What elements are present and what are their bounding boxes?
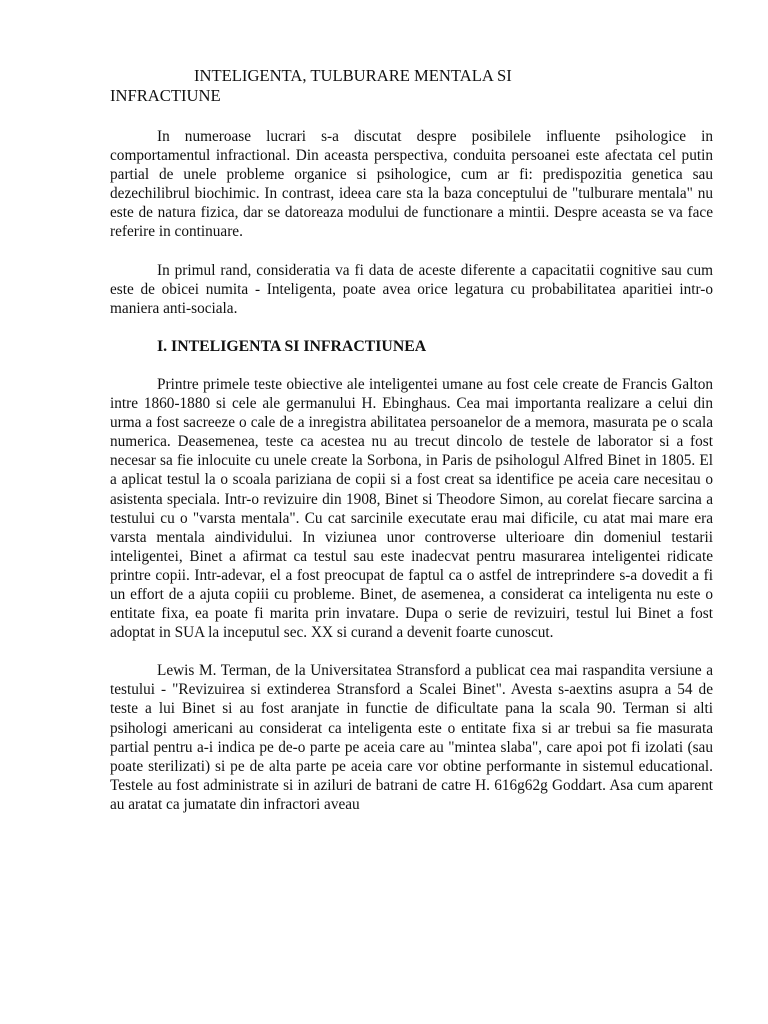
intro-paragraph-1: In numeroase lucrari s-a discutat despre posibilele influente psihologice in comportamentul infractional. Din aceasta perspectiva, conduita persoanei este afectata cel putin partial de unele probleme organice si psihologice, cum ar fi: predispozitia genetica sau dezechilibrul biochimic. In contrast, ideea care sta la baza conceptului de "tulburare mentala" nu este de natura fizica, dar se datoreaza modului de functionare a mintii. Despre aceasta se va face referire in continuare. — [110, 128, 713, 241]
document-title — [110, 66, 713, 106]
title-line-1: INTELIGENTA, TULBURARE MENTALA SI — [194, 66, 512, 85]
title-line-2: INFRACTIUNE — [110, 86, 221, 105]
section-paragraph-1: Printre primele teste obiective ale inteligentei umane au fost cele create de Francis Galton intre 1860-1880 si cele ale germanului H. Ebinghaus. Cea mai importanta realizare a celui din urma a fost sacreeze o cale de a inregistra abilitatea persoanelor de a memora, masurata pe o scala numerica. Deasemenea, teste ca acestea nu au trecut dincolo de testele de laborator si a fost necesar sa fie inlocuite cu unele create la Sorbona, in Paris de psihologul Alfred Binet in 1805. El a aplicat testul la o scoala pariziana de copii si a fost creat sa identifice pe aceia care necesitau o asistenta speciala. Intr-o revizuire din 1908, Binet si Theodore Simon, au corelat fiecare sarcina a testului cu o "varsta mentala". Cu cat sarcinile executate erau mai dificile, cu atat mai mare era varsta mentala aindividului. In viziunea unor controverse ulterioare din domeniul testarii inteligentei, Binet a afirmat ca testul sau este inadecvat pentru masurarea inteligentei ridicate printre copii. Intr-adevar, el a fost preocupat de faptul ca o astfel de intreprindere s-a dovedit a fi un effort de a ajuta copiii cu probleme. Binet, de asemenea, a considerat ca inteligenta nu este o entitate fixa, ea poate fi marita prin invatare. Dupa o serie de revizuiri, testul lui Binet a fost adoptat in SUA la inceputul sec. XX si curand a devenit foarte cunoscut. — [110, 375, 713, 642]
document-page — [110, 66, 713, 833]
section-heading: I. INTELIGENTA SI INFRACTIUNEA — [157, 337, 427, 355]
intro-paragraph-2: In primul rand, consideratia va fi data de aceste diferente a capacitatii cognitive sau cum este de obicei numita - Inteligenta, poate avea orice legatura cu probabilitatea aparitiei intr-o maniera anti-sociala. — [110, 261, 713, 317]
section-paragraph-2: Lewis M. Terman, de la Universitatea Stransford a publicat cea mai raspandita versiune a testului - "Revizuirea si extinderea Stransford a Scalei Binet". Avesta s-aextins asupra a 54 de teste a lui Binet si au fost aranjate in functie de dificultate pana la scala 90. Terman si alti psihologi americani au considerat ca inteligenta este o entitate fixa si ar trebui sa fie masurata partial pentru a-i indica pe de-o parte pe aceia care au "mintea slaba", care apoi pot fi izolati (sau poate sterilizati) si pe de alta parte pe aceia care vor obtine performante in sistemul educational. Testele au fost administrate si in aziluri de batrani de catre H. 616g62g Goddart. Asa cum aparent au aratat ca jumatate din infractori aveau — [110, 662, 713, 813]
